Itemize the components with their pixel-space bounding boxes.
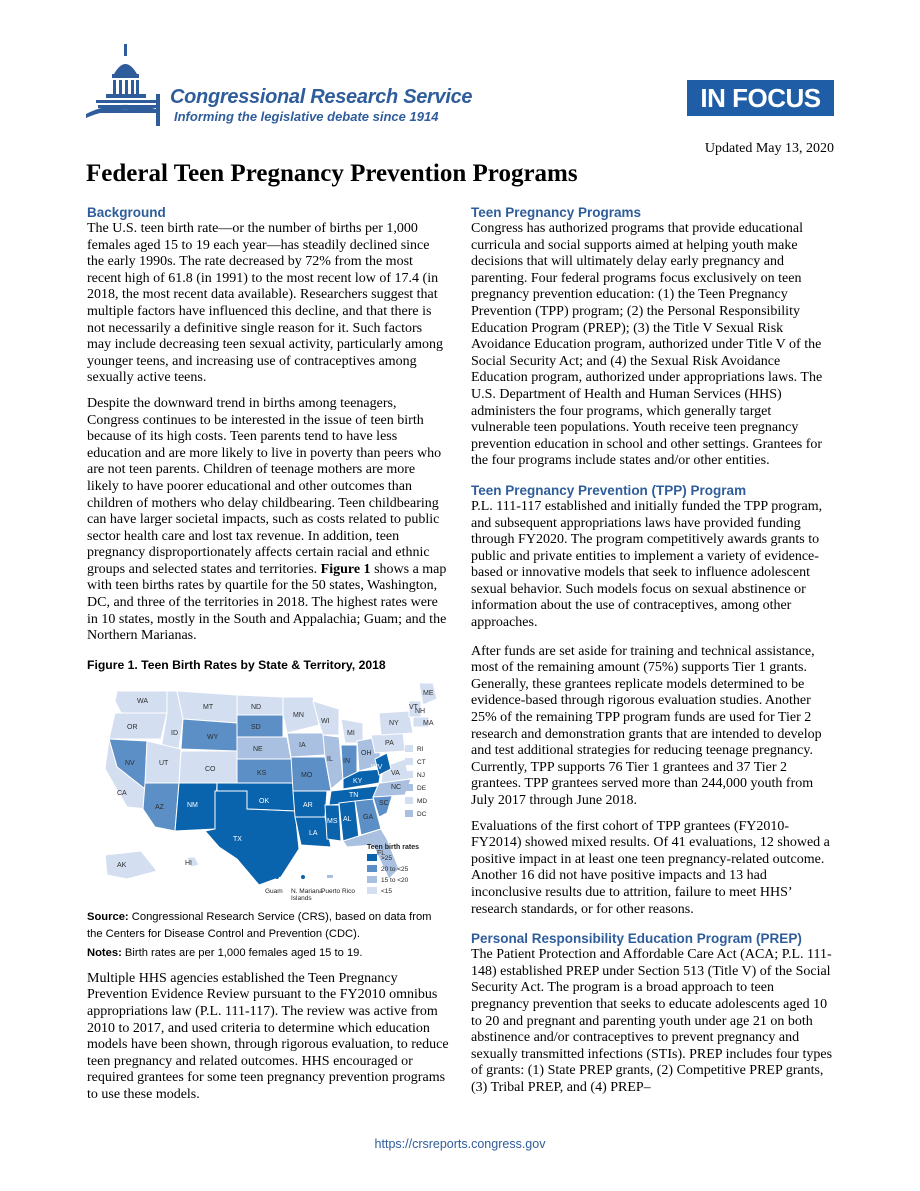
svg-text:UT: UT: [159, 759, 169, 767]
svg-text:IN: IN: [343, 757, 350, 765]
svg-text:NV: NV: [125, 759, 135, 767]
svg-text:OK: OK: [259, 797, 270, 805]
svg-text:IL: IL: [327, 755, 333, 763]
figure-source: [87, 909, 449, 943]
svg-text:CA: CA: [117, 789, 127, 797]
source-label: Source:: [87, 910, 129, 923]
org-name: Congressional Research Service: [170, 86, 473, 108]
in-focus-badge: IN FOCUS: [687, 80, 834, 116]
svg-text:TX: TX: [233, 835, 242, 843]
svg-text:KY: KY: [353, 777, 363, 785]
svg-text:ME: ME: [423, 689, 434, 697]
source-text: Congressional Research Service (CRS), based on data from the Centers for Disease Control and Prevention (CDC).: [87, 910, 432, 940]
prep-paragraph: The Patient Protection and Affordable Care Act (ACA; P.L. 111-148) established PREP under Section 513 (Title V) of the Social Security Act. The program is a broad approach to teen pregnancy prevention that seeks to educate adolescents aged 10 to 20 and pregnant and parenting youth under age 21 on both abstinence and/or contraceptives to prevent pregnancy and sexually transmitted infections (STIs). PREP includes four types of grants: (1) State PREP grants, (2) Competitive PREP grants, (3) Tribal PREP, and (4) PREP–: [471, 947, 833, 1095]
svg-text:NY: NY: [389, 719, 399, 727]
svg-text:MO: MO: [301, 771, 313, 779]
svg-text:AK: AK: [117, 861, 127, 869]
svg-text:AR: AR: [303, 801, 313, 809]
bg-p2-lead: Despite the downward trend in births among teenagers, Congress continues to be interested in the issue of teen birth because of its high costs. Teen parents tend to have less education and are more likely to live in poverty than peers who are not teen parents. Children of teenage mothers are more likely to have poorer educational and other outcomes than children of mothers who delay childbearing. Teen childbearing can have larger societal impacts, such as costs related to public sector health care and lost tax revenue. In addition, teen pregnancy disproportionately affects certain racial and ethnic groups and selected states and territories.: [87, 395, 442, 577]
background-paragraph-2: [87, 396, 449, 645]
left-column: [87, 204, 449, 1104]
svg-text:20 to <25: 20 to <25: [381, 865, 409, 873]
page-title: Federal Teen Pregnancy Prevention Programs: [86, 160, 578, 187]
svg-text:OH: OH: [361, 749, 372, 757]
svg-text:NE: NE: [253, 745, 263, 753]
svg-text:RI: RI: [417, 745, 424, 753]
svg-text:MS: MS: [327, 817, 338, 825]
svg-text:MD: MD: [417, 797, 428, 805]
svg-text:WY: WY: [207, 733, 219, 741]
state-ne: [237, 737, 291, 759]
svg-text:WV: WV: [371, 763, 383, 771]
svg-text:Puerto Rico: Puerto Rico: [321, 887, 355, 895]
capitol-dome-icon: [86, 40, 170, 130]
svg-text:PA: PA: [385, 739, 394, 747]
map-legend: [367, 844, 419, 895]
svg-text:WI: WI: [321, 717, 330, 725]
svg-text:Guam: Guam: [265, 887, 283, 895]
svg-text:GA: GA: [363, 813, 374, 821]
svg-text:CT: CT: [417, 758, 426, 766]
tpp-paragraph-1: P.L. 111-117 established and initially funded the TPP program, and subsequent appropriations laws have provided funding through FY2020. The program competitively awards grants to public and private entities to implement a variety of evidence-based or innovative models that seek to influence adolescent sexual behavior. Such models focus on sexual abstinence or information about the use of contraceptives, among other approaches.: [471, 498, 823, 631]
svg-text:ND: ND: [251, 703, 262, 711]
svg-text:SC: SC: [379, 799, 389, 807]
notes-label: Notes:: [87, 946, 122, 959]
tpp-paragraph-2: After funds are set aside for training and technical assistance, most of the remaining amount (75%) supports Tier 1 grants. Generally, these grantees replicate models determined to be evidence-based through rigorous evaluation studies. Another 25% of the remaining TPP program funds are used for Tier 2 research and demonstration grants that are intended to develop and test additional strategies for reducing teenage pregnancy. Currently, TPP supports 76 Tier 1 grantees and 37 Tier 2 grantees. TPP grantees served more than 244,000 youth from July 2017 through June 2018.: [471, 643, 822, 808]
updated-date: Updated May 13, 2020: [704, 141, 834, 156]
bg-p2-tail: shows a map with teen births rates by quartile for the 50 states, Washington, DC, and three of the territories in 2018. The highest rates were in 10 states, mostly in the South and Appalachia; Guam; and the Northern Marianas.: [87, 561, 447, 644]
svg-text:AZ: AZ: [155, 803, 164, 811]
svg-text:WA: WA: [137, 697, 149, 705]
territories: [265, 875, 355, 902]
footer-link[interactable]: https://crsreports.congress.gov: [374, 1137, 546, 1151]
svg-text:Islands: Islands: [291, 894, 312, 902]
figure-notes: [87, 945, 449, 962]
svg-text:FL: FL: [377, 849, 386, 857]
svg-text:VA: VA: [391, 769, 400, 777]
svg-text:DE: DE: [417, 784, 427, 792]
figure-1-link[interactable]: Figure 1: [320, 561, 371, 577]
teen-pregnancy-programs-heading: Teen Pregnancy Programs: [471, 205, 642, 220]
svg-text:MT: MT: [203, 703, 214, 711]
background-paragraph-1: The U.S. teen birth rate—or the number of births per 1,000 females aged 15 to 19 each year—has steadily declined since the early 1990s. The rate decreased by 72% from the most recent high of 61.8 (in 1991) to the most recent low of 17.4 (in 2018, the most recent data available). Researchers suggest that multiple factors have influenced this decline, and that there is not necessarily a definitive single reason for it. Such factors may include decreasing teen sexual activity, particularly among younger teens, and increasing use of contraceptives among sexually active teens.: [87, 221, 443, 386]
svg-text:OR: OR: [127, 723, 138, 731]
notes-text: Birth rates are per 1,000 females aged 15 to 19.: [124, 946, 363, 959]
svg-text:MI: MI: [347, 729, 355, 737]
state-or: [109, 713, 167, 739]
svg-text:IA: IA: [299, 741, 306, 749]
svg-text:NH: NH: [415, 707, 426, 715]
svg-text:NJ: NJ: [417, 771, 425, 779]
teen-pregnancy-programs-paragraph: Congress has authorized programs that provide educational curricula and social supports aimed at helping youth make decisions that will ultimately delay early pregnancy and parenting. Four federal programs focus exclusively on teen pregnancy prevention education: (1) the Teen Pregnancy Prevention (TPP) program; (2) the Personal Responsibility Education Program (PREP); (3) the Title V Sexual Risk Avoidance Education program, authorized under Title V of the Social Security Act; and (4) the Sexual Risk Avoidance Education program, authorized under appropriations laws. The U.S. Department of Health and Human Services (HHS) administers the four programs, which generally target vulnerable teen populations. Youth receive teen pregnancy prevention education in school and other settings. Grantees for the four programs include states and/or other entities.: [471, 221, 823, 469]
tpp-paragraph-3: Evaluations of the first cohort of TPP grantees (FY2010-FY2014) showed mixed results. Of 41 evaluations, 12 showed a positive impact in at least one teen pregnancy-related outcome. Another 16 did not have positive impacts and 13 had inconclusive results due to attrition, failure to meet HHS’ research standards, or for other reasons.: [471, 818, 830, 917]
svg-text:HI: HI: [185, 859, 192, 867]
svg-text:DC: DC: [417, 810, 427, 818]
evidence-review-paragraph: Multiple HHS agencies established the Teen Pregnancy Prevention Evidence Review pursuant to the FY2010 omnibus appropriations law (P.L. 111-117). The review was active from 2010 to 2017, and used criteria to determine which education models have been shown, through rigorous evaluation, to reduce teen pregnancy and related outcomes. HHS encouraged or required grantees for some teen pregnancy prevention programs to use these models.: [87, 970, 449, 1102]
svg-text:AL: AL: [343, 815, 352, 823]
state-ak: [105, 851, 157, 879]
svg-text:N. Mariana: N. Mariana: [291, 887, 323, 895]
svg-text:Teen birth rates: Teen birth rates: [367, 843, 419, 851]
svg-text:CO: CO: [205, 765, 216, 773]
teen-birth-rate-map: [87, 679, 449, 905]
svg-text:ID: ID: [171, 729, 178, 737]
prep-heading: Personal Responsibility Education Program (PREP): [471, 931, 802, 947]
tpp-program-heading: Teen Pregnancy Prevention (TPP) Program: [471, 482, 747, 498]
svg-text:SD: SD: [251, 723, 261, 731]
svg-text:VT: VT: [409, 703, 418, 711]
background-heading: Background: [87, 205, 166, 220]
svg-text:MN: MN: [293, 711, 304, 719]
org-tagline: Informing the legislative debate since 1914: [174, 109, 439, 124]
brand: [170, 86, 472, 126]
svg-text:NM: NM: [187, 801, 198, 809]
svg-text:KS: KS: [257, 769, 267, 777]
svg-text:TN: TN: [349, 791, 359, 799]
state-ia: [287, 733, 325, 757]
svg-text:<15: <15: [381, 887, 393, 895]
svg-text:MA: MA: [423, 719, 434, 727]
svg-text:15 to <20: 15 to <20: [381, 876, 409, 884]
svg-text:>25: >25: [381, 854, 393, 862]
figure-title: Figure 1. Teen Birth Rates by State & Territory, 2018: [87, 657, 386, 672]
svg-text:NC: NC: [391, 783, 402, 791]
right-column: [471, 204, 833, 1097]
svg-text:LA: LA: [309, 829, 318, 837]
